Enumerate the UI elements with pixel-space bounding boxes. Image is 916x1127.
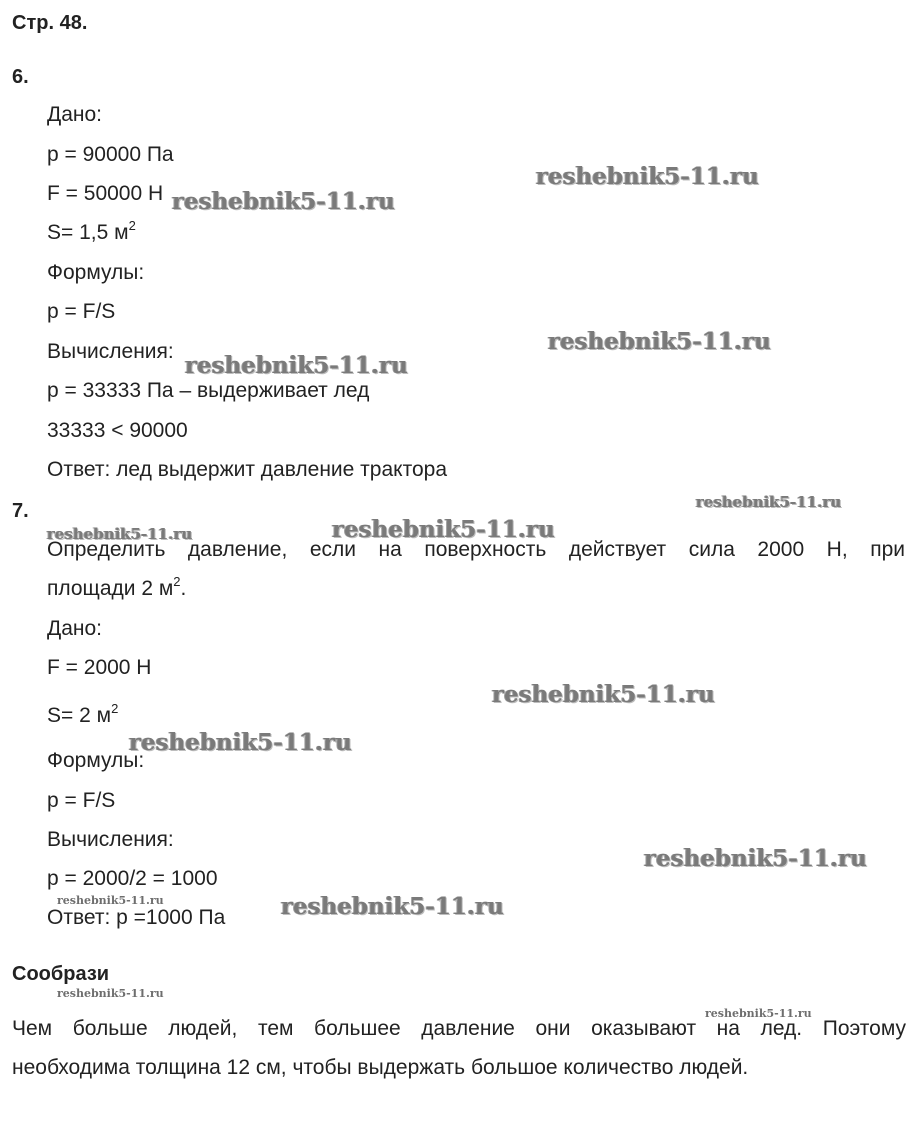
task7-calc-label: Вычисления: xyxy=(47,828,174,851)
watermark: reshebnik5-11.ru xyxy=(696,493,842,511)
task6-calc-1: p = 33333 Па – выдерживает лед xyxy=(47,379,370,402)
task7-given-f: F = 2000 Н xyxy=(47,656,152,679)
watermark: reshebnik5-11.ru xyxy=(57,987,164,1000)
task6-given-f: F = 50000 Н xyxy=(47,182,164,205)
watermark: reshebnik5-11.ru xyxy=(129,729,352,756)
task6-number: 6. xyxy=(12,66,29,88)
task6-answer: Ответ: лед выдержит давление трактора xyxy=(47,458,447,481)
task7-formulas-label: Формулы: xyxy=(47,749,145,772)
think-title: Сообрази xyxy=(12,963,110,985)
watermark: reshebnik5-11.ru xyxy=(47,525,193,543)
watermark: reshebnik5-11.ru xyxy=(705,1007,812,1020)
page-header: Стр. 48. xyxy=(12,12,88,34)
think-line2: необходима толщина 12 см, чтобы выдержать большое количество людей. xyxy=(12,1056,749,1079)
task7-given-s: S= 2 $м^2$ xyxy=(47,701,119,727)
think-line1: Чем больше людей, тем большее давление они оказывают на лед. Поэтому xyxy=(12,1017,906,1040)
watermark: reshebnik5-11.ru xyxy=(548,328,771,355)
task6-formulas-label: Формулы: xyxy=(47,261,145,284)
task7-problem-line1: Определить давление, если на поверхность действует сила 2000 Н, при xyxy=(47,538,905,561)
task6-calc-label: Вычисления: xyxy=(47,340,174,363)
watermark: reshebnik5-11.ru xyxy=(57,894,164,907)
task6-given-p: p = 90000 Па xyxy=(47,143,174,166)
task6-given-s: S= 1,5 $м^2$ xyxy=(47,218,136,244)
task7-answer: Ответ: p =1000 Па xyxy=(47,906,226,929)
task7-given-label: Дано: xyxy=(47,617,103,640)
watermark: reshebnik5-11.ru xyxy=(536,163,759,190)
task6-given-label: Дано: xyxy=(47,103,103,126)
watermark: reshebnik5-11.ru xyxy=(185,352,408,379)
watermark: reshebnik5-11.ru xyxy=(281,893,504,920)
watermark: reshebnik5-11.ru xyxy=(492,681,715,708)
watermark: reshebnik5-11.ru xyxy=(644,845,867,872)
task7-formula: p = F/S xyxy=(47,789,116,812)
task6-calc-2: 33333 < 90000 xyxy=(47,419,188,442)
task7-number: 7. xyxy=(12,500,29,522)
watermark: reshebnik5-11.ru xyxy=(172,188,395,215)
watermark: reshebnik5-11.ru xyxy=(332,516,555,543)
task7-problem-line2: площади 2 $м^2$. xyxy=(47,574,187,600)
task7-calc-1: p = 2000/2 = 1000 xyxy=(47,867,218,890)
task6-formula: p = F/S xyxy=(47,300,116,323)
